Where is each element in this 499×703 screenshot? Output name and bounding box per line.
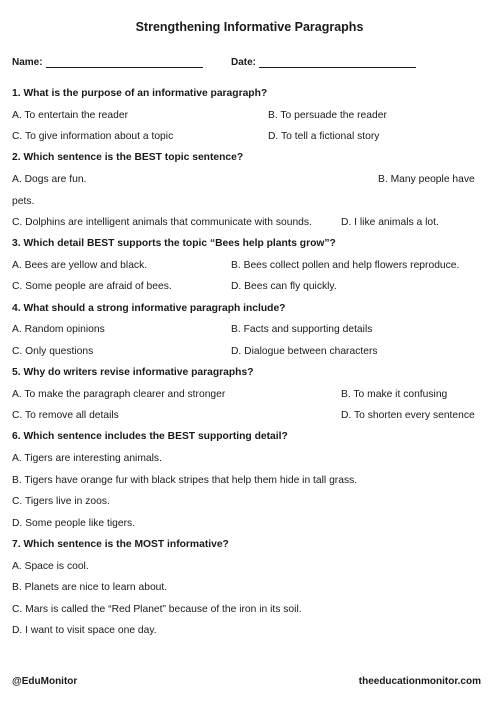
question-5: 5. Why do writers revise informative paragraphs?	[12, 367, 254, 378]
q4-option-b[interactable]: B. Facts and supporting details	[231, 324, 373, 335]
q5-option-b[interactable]: B. To make it confusing	[341, 389, 448, 400]
footer-handle[interactable]: @EduMonitor	[12, 676, 78, 687]
q4-option-c[interactable]: C. Only questions	[12, 346, 94, 357]
question-6: 6. Which sentence includes the BEST supporting detail?	[12, 431, 288, 442]
q6-option-b[interactable]: B. Tigers have orange fur with black stripes that help them hide in tall grass.	[12, 475, 358, 486]
q7-option-c[interactable]: C. Mars is called the “Red Planet” because of the iron in its soil.	[12, 604, 302, 615]
q2-option-a[interactable]: A. Dogs are fun.	[12, 174, 87, 185]
q5-option-a[interactable]: A. To make the paragraph clearer and stronger	[12, 389, 226, 400]
q3-option-a[interactable]: A. Bees are yellow and black.	[12, 260, 148, 271]
q1-option-a[interactable]: A. To entertain the reader	[12, 110, 129, 121]
q4-option-a[interactable]: A. Random opinions	[12, 324, 105, 335]
q7-option-b[interactable]: B. Planets are nice to learn about.	[12, 582, 168, 593]
question-4: 4. What should a strong informative paragraph include?	[12, 303, 286, 314]
q6-option-d[interactable]: D. Some people like tigers.	[12, 518, 136, 529]
date-label: Date:	[231, 57, 257, 68]
q7-option-d[interactable]: D. I want to visit space one day.	[12, 625, 157, 636]
q5-option-d[interactable]: D. To shorten every sentence	[341, 410, 475, 421]
name-label: Name:	[12, 57, 43, 68]
question-3: 3. Which detail BEST supports the topic “Bees help plants grow”?	[12, 238, 336, 249]
q1-option-c[interactable]: C. To give information about a topic	[12, 131, 174, 142]
q5-option-c[interactable]: C. To remove all details	[12, 410, 119, 421]
q4-option-d[interactable]: D. Dialogue between characters	[231, 346, 378, 357]
date-field	[231, 56, 416, 68]
question-2: 2. Which sentence is the BEST topic sentence?	[12, 152, 244, 163]
q6-option-c[interactable]: C. Tigers live in zoos.	[12, 496, 110, 507]
date-blank-line[interactable]	[259, 56, 416, 68]
q7-option-a[interactable]: A. Space is cool.	[12, 561, 89, 572]
question-1: 1. What is the purpose of an informative paragraph?	[12, 88, 268, 99]
name-blank-line[interactable]	[46, 56, 203, 68]
q3-option-d[interactable]: D. Bees can fly quickly.	[231, 281, 337, 292]
q6-option-a[interactable]: A. Tigers are interesting animals.	[12, 453, 162, 464]
q3-option-c[interactable]: C. Some people are afraid of bees.	[12, 281, 172, 292]
q2-option-b-continued[interactable]: pets.	[12, 196, 35, 207]
q3-option-b[interactable]: B. Bees collect pollen and help flowers reproduce.	[231, 260, 460, 271]
q2-option-c[interactable]: C. Dolphins are intelligent animals that communicate with sounds.	[12, 217, 312, 228]
q2-option-b[interactable]: B. Many people have	[378, 174, 475, 185]
footer-website[interactable]: theeducationmonitor.com	[358, 676, 481, 687]
q2-option-d[interactable]: D. I like animals a lot.	[341, 217, 439, 228]
worksheet-title: Strengthening Informative Paragraphs	[135, 20, 364, 34]
q1-option-b[interactable]: B. To persuade the reader	[268, 110, 387, 121]
question-7: 7. Which sentence is the MOST informative?	[12, 539, 229, 550]
name-field	[12, 56, 203, 68]
q1-option-d[interactable]: D. To tell a fictional story	[268, 131, 380, 142]
